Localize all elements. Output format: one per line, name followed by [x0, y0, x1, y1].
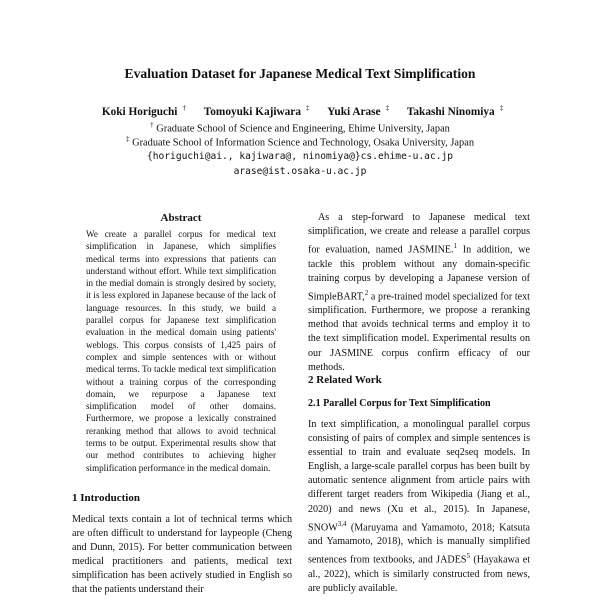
abstract-heading: Abstract [160, 212, 202, 224]
author: Yuki Arase ‡ [327, 104, 390, 118]
intro-paragraph: As a step-forward to Japanese medical text simplification, we create and release a parallel corpus for evaluation, named JASMINE.$^1$ In addition, we tackle this problem without any domain-specific training corpus by developing a Japanese version of SimpleBART,$^2$ a pre-trained model specialized for text simplification. Furthermore, we propose a reranking method that avoids technical terms and employ it to the text simplification model. Experimental results on our JASMINE corpus confirm efficacy of our methods. [308, 212, 530, 373]
author: Tomoyuki Kajiwara ‡ [203, 104, 310, 118]
affiliation: † Graduate School of Science and Engineering, Ehime University, Japan [150, 121, 450, 135]
section-heading: 2 Related Work [308, 374, 382, 386]
email-line: arase@ist.osaka-u.ac.jp [233, 166, 367, 177]
abstract-text: We create a parallel corpus for medical text simplification in Japanese, which simplifies medical terms into expressions that patients can understand without effort. While text simplification in the medial domain is strongly desired by society, it is less explored in Japanese because of the lack of language resources. In this study, we build a parallel corpus for Japanese text simplification evaluation in the medical domain using patients' weblogs. This corpus consists of 1,425 pairs of complex and simple sentences with or without medical terms. To tackle medical text simplification without a training corpus of the corresponding domain, we repurpose a Japanese text simplification model of other domains. Furthermore, we propose a lexically constrained reranking method that allows to avoid technical terms to be output. Experimental results show that our method contributes to achieving higher simplification performance in the medical domain. [86, 229, 276, 473]
related-work-text: In text simplification, a monolingual parallel corpus consisting of pairs of complex and simple sentences is essential to train and evaluate seq2seq models. In English, a large-scale parallel corpus has been built by automatic sentence alignment from article pairs with different target readers from Wikipedia (Jiang et al., 2020) and news (Xu et al., 2015). In Japanese, SNOW$^{3,4}$ (Maruyama and Yamamoto, 2018; Katsuta and Yamamoto, 2018), which is manually simplified sentences from textbooks, and JADES$^5$ (Hayakawa et al., 2022), which is similarly constructed from news, are publicly available. [308, 419, 530, 594]
email-line: {horiguchi@ai., kajiwara@, ninomiya@}cs.ehime-u.ac.jp [146, 151, 454, 162]
author: Koki Horiguchi † [101, 104, 186, 118]
affiliation: ‡ Graduate School of Information Science and Technology, Osaka University, Japan [125, 135, 475, 149]
paper-title: Evaluation Dataset for Japanese Medical Text Simplification [124, 66, 476, 81]
subsection-heading: 2.1 Parallel Corpus for Text Simplification [308, 398, 491, 409]
author: Takashi Ninomiya ‡ [406, 104, 504, 118]
intro-text: Medical texts contain a lot of technical terms which are often difficult to understand for laypeople (Cheng and Dunn, 2015). For better communication between medical practitioners and patients, medical text simplification has been actively studied in English so that the patients understand their [72, 514, 292, 596]
section-heading: 1 Introduction [72, 492, 140, 504]
author-list [0, 104, 600, 118]
